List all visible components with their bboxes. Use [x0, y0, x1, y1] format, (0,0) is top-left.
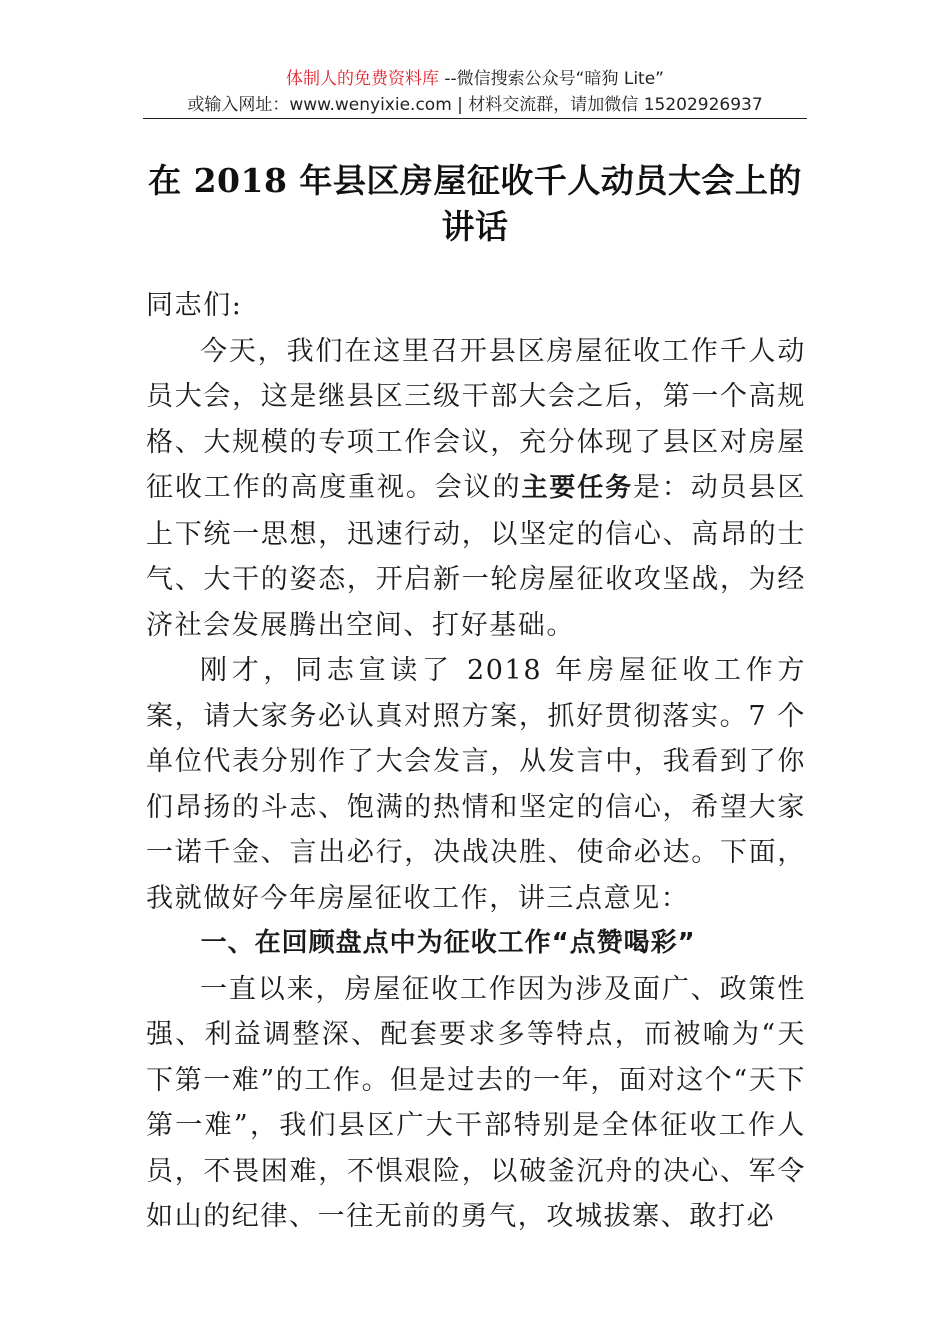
- header-line-2: 或输入网址：www.wenyixie.com | 材料交流群，请加微信 15202926937: [187, 95, 763, 115]
- page-header: [143, 66, 807, 118]
- paragraph: 刚才，同志宣读了 2018 年房屋征收工作方案，请大家务必认真对照方案，抓好贯彻落实。7 个单位代表分别作了大会发言，从发言中，我看到了你们昂扬的斗志、饱满的热情和坚定的信心，希望大家一诺千金、言出必行，决战决胜、使命必达。下面，我就做好今年房屋征收工作，讲三点意见：: [146, 655, 806, 914]
- header-tagline: --微信搜索公众号“暗狗 Lite”: [438, 69, 664, 89]
- header-divider: [143, 118, 807, 119]
- section-heading: 一、在回顾盘点中为征收工作“点赞喝彩”: [200, 928, 696, 958]
- paragraph: [146, 329, 806, 649]
- document-title: 在 2018 年县区房屋征收千人动员大会上的讲话: [148, 161, 802, 246]
- salutation: 同志们:: [146, 290, 243, 321]
- emphasis-text: 主要任务: [521, 473, 633, 503]
- paragraph-text: 今天，我们在这里召开县区房屋征收工作千人动员大会，这是继县区三级干部大会之后，第一个高规格、大规模的专项工作会议，充分体现了县区对房屋征收工作的高度重视。会议的: [146, 335, 806, 503]
- paragraph: 一直以来，房屋征收工作因为涉及面广、政策性强、利益调整深、配套要求多等特点，而被喻为“天下第一难”的工作。但是过去的一年，面对这个“天下第一难”，我们县区广大干部特别是全体征收工作人员，不畏困难，不惧艰险，以破釜沉舟的决心、军令如山的纪律、一往无前的勇气，攻城拔寨、敢打必: [146, 973, 807, 1232]
- document-body: [146, 283, 806, 1240]
- header-brand: 体制人的免费资料库: [285, 69, 439, 89]
- header-line-1: [143, 66, 807, 92]
- paragraph-text: 是：动员县区上下统一思想，迅速行动，以坚定的信心、高昂的士气、大干的姿态，开启新一轮房屋征收攻坚战，为经济社会发展腾出空间、打好基础。: [146, 472, 806, 641]
